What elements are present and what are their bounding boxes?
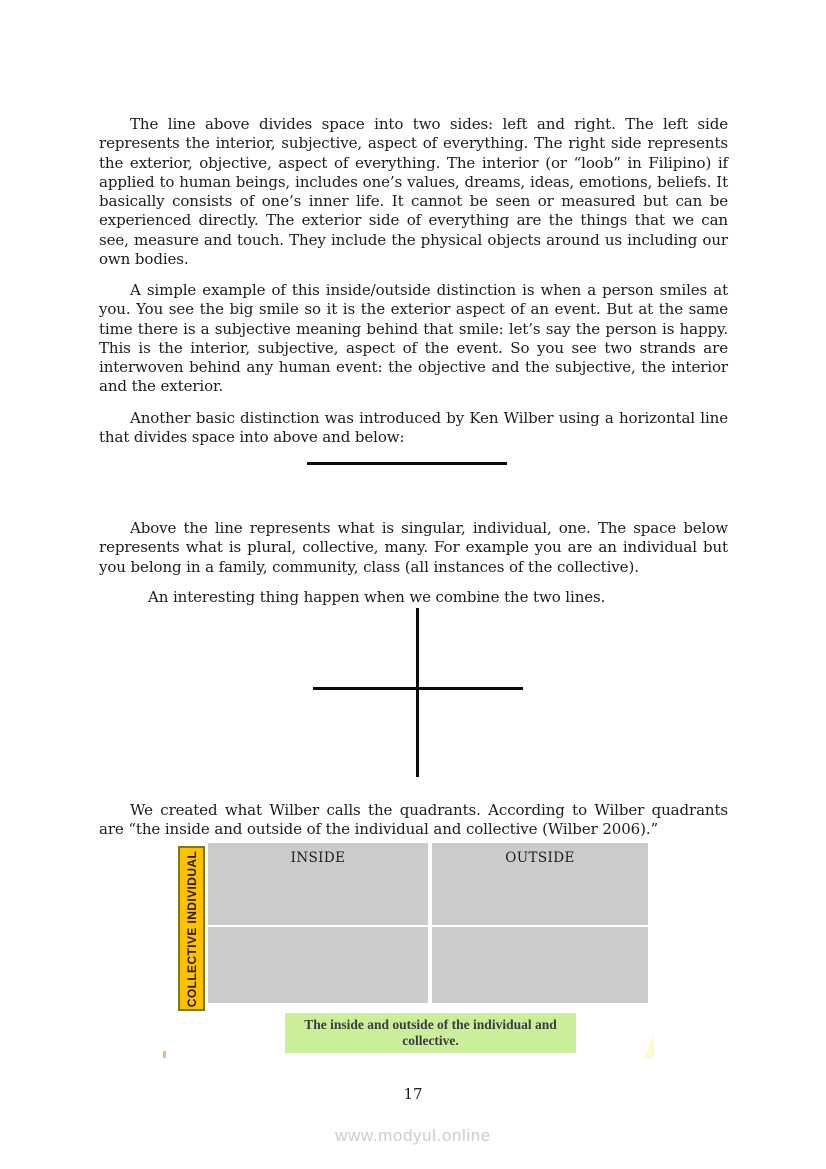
table-cell-individual-inside [208, 843, 428, 925]
paragraph-above-below: Above the line represents what is singular, individual, one. The space below represents what is plural, collective, many. For example you are an individual but you belong in a family, community, class (all instances of the collective). [99, 519, 728, 576]
table-header-outside: OUTSIDE [505, 850, 575, 866]
paragraph-quadrants-definition: We created what Wilber calls the quadrants. According to Wilber quadrants are “the inside and outside of the individual and collective (Wilber 2006).” [99, 801, 728, 839]
quadrant-horizontal-line [313, 687, 523, 690]
watermark-text: www.modyul.online [335, 1126, 491, 1145]
table-cell-collective-inside [208, 927, 428, 1003]
paragraph-left-right-distinction: The line above divides space into two sides: left and right. The left side represents the interior, subjective, aspect of everything. The right side represents the exterior, objective, aspect of everything. The interior (or “loob” in Filipino) if applied to human beings, includes one’s values, dreams, ideas, emotions, beliefs. It basically consists of one’s inner life. It cannot be seen or measured but can be experienced directly. The exterior side of everything are the things that we can see, measure and touch. They include the physical objects around us including our own bodies. [99, 115, 728, 269]
table-cell-individual-outside [432, 843, 648, 925]
page-number: 17 [403, 1085, 423, 1103]
table-caption: The inside and outside of the individual and collective. [285, 1013, 576, 1053]
horizontal-divider-line-figure [307, 462, 507, 465]
scan-artifact-tick [163, 1051, 166, 1058]
table-side-label-bar [178, 846, 205, 1011]
table-cell-collective-outside [432, 927, 648, 1003]
paragraph-combine-lines: An interesting thing happen when we combine the two lines. [148, 588, 606, 606]
quadrant-vertical-line [416, 608, 419, 777]
paragraph-smile-example: A simple example of this inside/outside distinction is when a person smiles at you. You see the big smile so it is the exterior aspect of an event. But at the same time there is a subjective meaning behind that smile: let’s say the person is happy. This is the interior, subjective, aspect of the event. So you see two strands are interwoven behind any human event: the objective and the subjective, the interior and the exterior. [99, 281, 728, 396]
scan-artifact-triangle [644, 1035, 654, 1058]
paragraph-wilber-horizontal-line: Another basic distinction was introduced by Ken Wilber using a horizontal line that divides space into above and below: [99, 409, 728, 447]
table-header-inside: INSIDE [290, 850, 346, 866]
table-side-label-text: COLLECTIVE INDIVIDUAL [184, 850, 199, 1007]
